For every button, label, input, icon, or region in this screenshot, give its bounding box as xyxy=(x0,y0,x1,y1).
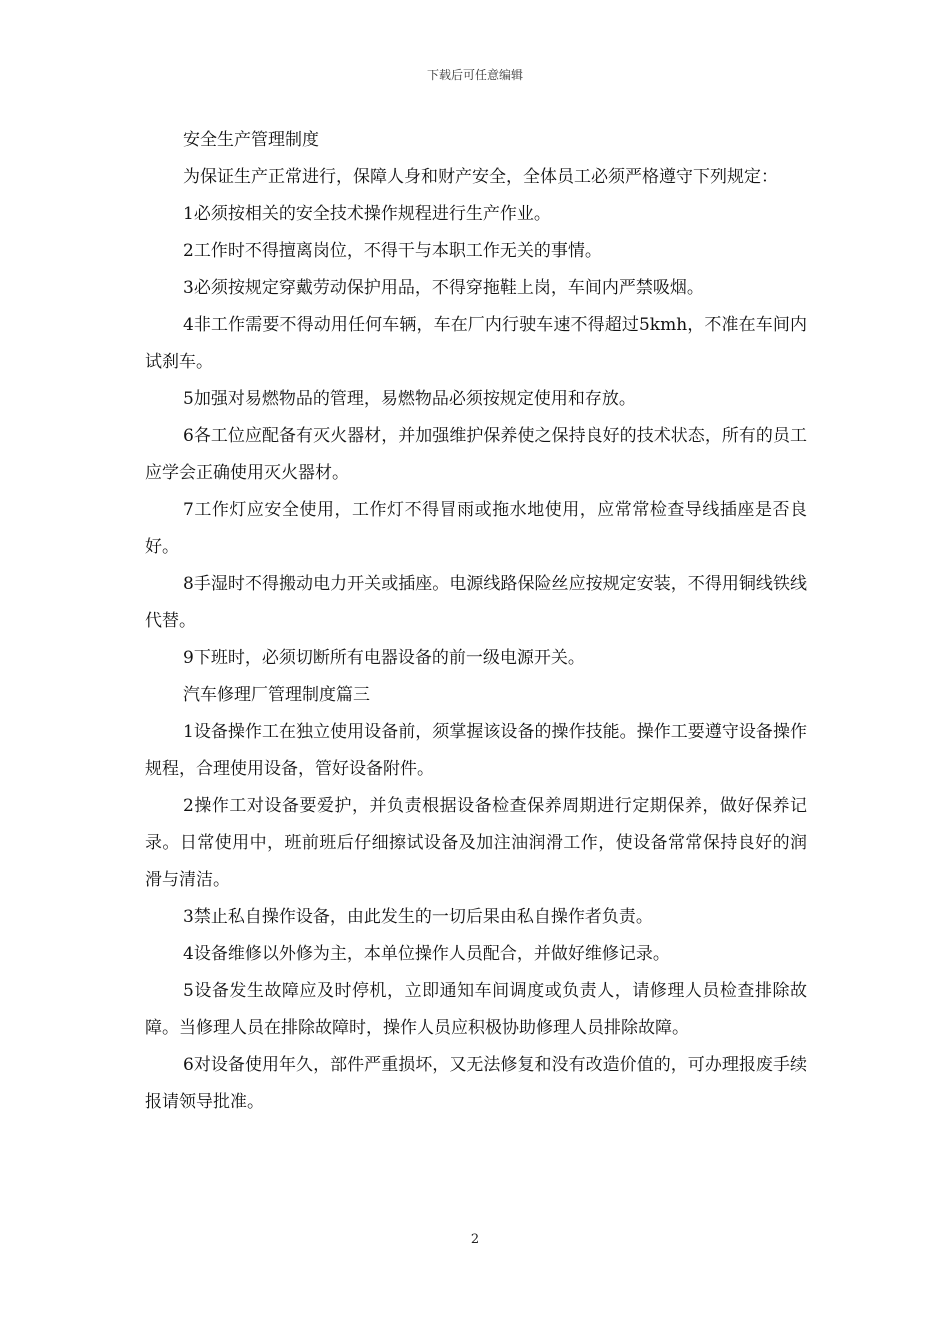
rule-item: 2操作工对设备要爱护，并负责根据设备检查保养周期进行定期保养，做好保养记录。日常使用中，班前班后仔细擦试设备及加注油润滑工作，使设备常常保持良好的润滑与清洁。 xyxy=(145,796,807,890)
rule-item: 5加强对易燃物品的管理，易燃物品必须按规定使用和存放。 xyxy=(183,389,636,409)
rule-item: 8手湿时不得搬动电力开关或插座。电源线路保险丝应按规定安装，不得用铜线铁线代替。 xyxy=(145,574,807,631)
rule-item: 6各工位应配备有灭火器材，并加强维护保养使之保持良好的技术状态，所有的员工应学会正确使用灭火器材。 xyxy=(145,426,807,483)
document-body xyxy=(145,122,807,1121)
rule-item: 3禁止私自操作设备，由此发生的一切后果由私自操作者负责。 xyxy=(183,907,653,927)
rule-item: 5设备发生故障应及时停机，立即通知车间调度或负责人，请修理人员检查排除故障。当修理人员在排除故障时，操作人员应积极协助修理人员排除故障。 xyxy=(145,981,807,1038)
rule-item: 9下班时，必须切断所有电器设备的前一级电源开关。 xyxy=(183,648,585,668)
rule-item: 2工作时不得擅离岗位，不得干与本职工作无关的事情。 xyxy=(183,241,602,261)
section-title: 汽车修理厂管理制度篇三 xyxy=(183,685,370,705)
rule-item: 3必须按规定穿戴劳动保护用品，不得穿拖鞋上岗，车间内严禁吸烟。 xyxy=(183,278,704,298)
intro-paragraph: 为保证生产正常进行，保障人身和财产安全，全体员工必须严格遵守下列规定： xyxy=(183,167,778,187)
rule-item: 7工作灯应安全使用，工作灯不得冒雨或拖水地使用，应常常检查导线插座是否良好。 xyxy=(145,500,807,557)
page-header: 下载后可任意编辑 xyxy=(426,68,523,82)
rule-item: 1设备操作工在独立使用设备前，须掌握该设备的操作技能。操作工要遵守设备操作规程，合理使用设备，管好设备附件。 xyxy=(145,722,807,779)
rule-item: 1必须按相关的安全技术操作规程进行生产作业。 xyxy=(183,204,551,224)
section-title: 安全生产管理制度 xyxy=(183,130,319,150)
rule-item: 6对设备使用年久，部件严重损坏，又无法修复和没有改造价值的，可办理报废手续报请领导批准。 xyxy=(145,1055,807,1112)
rule-item: 4设备维修以外修为主，本单位操作人员配合，并做好维修记录。 xyxy=(183,944,670,964)
page-number: 2 xyxy=(470,1232,480,1247)
rule-item: 4非工作需要不得动用任何车辆，车在厂内行驶车速不得超过5kmh，不准在车间内试刹车。 xyxy=(145,315,807,372)
